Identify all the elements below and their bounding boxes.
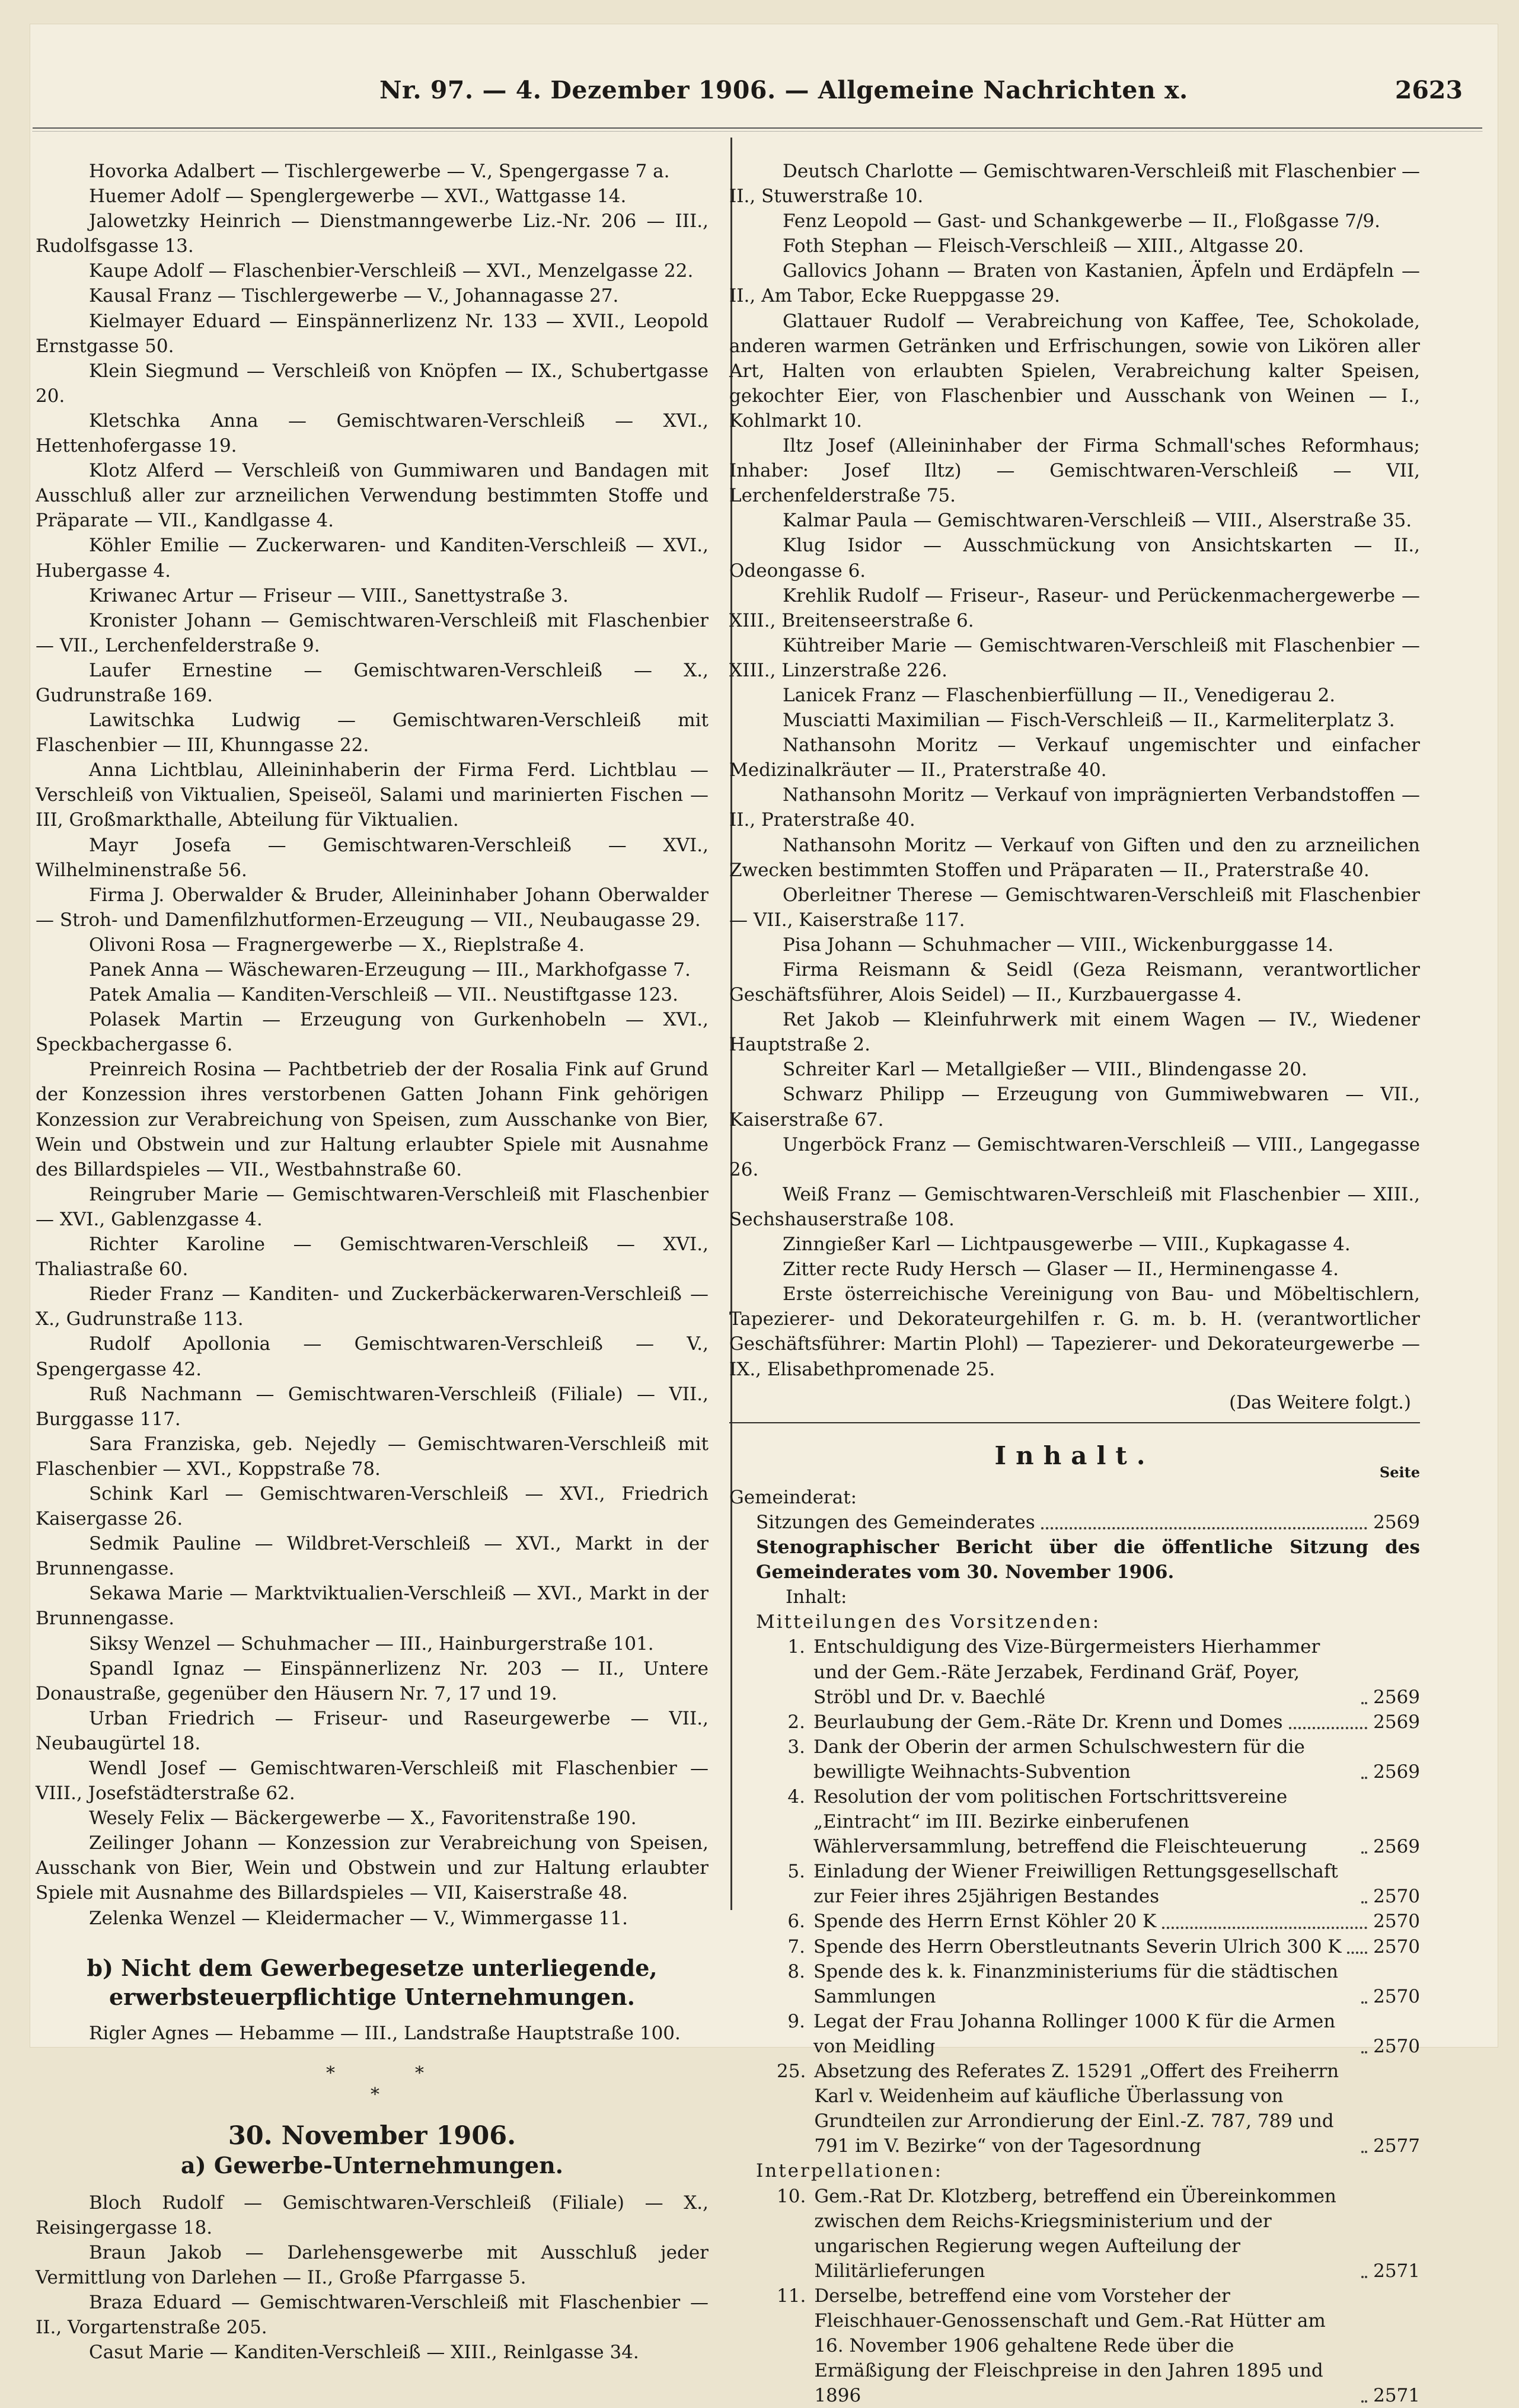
toc-mitteilungen-label: Mitteilungen des Vorsitzenden: [729,1609,1420,1634]
entry-list-right [729,159,1420,1382]
toc-item-page: 2577 [1373,2134,1420,2158]
list-item: Foth Stephan — Fleisch-Verschleiß — XIII., Altgasse 20. [729,234,1420,258]
toc-seite-label: Seite [729,1460,1420,1485]
toc-item [729,1909,1420,1934]
list-item: Braun Jakob — Darlehensgewerbe mit Ausschluß jeder Vermittlung von Darlehen — II., Große Pfarrgasse 5. [36,2240,709,2290]
toc-item-page: 2570 [1373,1909,1420,1934]
list-item: Klotz Alferd — Verschleiß von Gummiwaren und Bandagen mit Ausschluß aller zur arzneilichen Verwendung bestimmten Stoffe und Präparate — VII., Kandlgasse 4. [36,458,709,533]
list-item: Rigler Agnes — Hebamme — III., Landstraße Hauptstraße 100. [36,2021,709,2046]
toc-item-page: 2570 [1373,1934,1420,1959]
leader-dots [1361,2051,1367,2053]
list-item: Firma J. Oberwalder & Bruder, Alleininhaber Johann Oberwalder — Stroh- und Damenfilzhutformen-Erzeugung — VII., Neubaugasse 29. [36,883,709,932]
toc-item-text: Spende des Herrn Oberstleutnants Severin Ulrich 300 K [813,1934,1341,1959]
toc-item-number: 7. [777,1934,813,1959]
toc-item-page: 2569 [1373,1834,1420,1859]
leader-dots [1361,2001,1367,2004]
list-item: Olivoni Rosa — Fragnergewerbe — X., Rieplstraße 4. [36,932,709,957]
list-item: Oberleitner Therese — Gemischtwaren-Verschleiß mit Flaschenbier — VII., Kaiserstraße 117. [729,883,1420,932]
list-item: Klug Isidor — Ausschmückung von Ansichtskarten — II., Odeongasse 6. [729,533,1420,583]
right-column [729,159,1420,2408]
list-item: Kronister Johann — Gemischtwaren-Verschleiß mit Flaschenbier — VII., Lerchenfelderstraße 9. [36,608,709,658]
list-item: Richter Karoline — Gemischtwaren-Verschleiß — XVI., Thaliastraße 60. [36,1232,709,1282]
list-item: Ret Jakob — Kleinfuhrwerk mit einem Wagen — IV., Wiedener Hauptstraße 2. [729,1007,1420,1057]
star: * [415,2061,424,2086]
list-item: Krehlik Rudolf — Friseur-, Raseur- und Perückenmachergewerbe — XIII., Breitenseerstraße 6. [729,583,1420,633]
toc-mitteilungen-list [729,1634,1420,2158]
toc-item [729,2284,1420,2408]
toc-item-text: Entschuldigung des Vize-Bürgermeisters Hierhammer und der Gem.-Räte Jerzabek, Ferdinand Gräf, Poyer, Ströbl und Dr. v. Baechlé [813,1634,1355,1709]
toc-item-number: 5. [777,1859,813,1909]
list-item: Schreiter Karl — Metallgießer — VIII., Blindengasse 20. [729,1057,1420,1082]
header-rule [33,127,1482,132]
toc-item-number: 9. [777,2009,813,2059]
toc-item-number: 10. [777,2184,814,2284]
toc-item-text: Absetzung des Referates Z. 15291 „Offert des Freiherrn Karl v. Weidenheim auf käufliche Überlassung von Grundteilen zur Arrondierung der Einl.-Z. 787, 789 und 791 im V. Bezirke“ von der Tagesordnung [814,2059,1355,2158]
list-item: Sedmik Pauline — Wildbret-Verschleiß — XVI., Markt in der Brunnengasse. [36,1531,709,1581]
list-item: Sekawa Marie — Marktviktualien-Verschleiß — XVI., Markt in der Brunnengasse. [36,1581,709,1631]
toc-item [729,2059,1420,2158]
toc-item-text: Legat der Frau Johanna Rollinger 1000 K für die Armen von Meidling [813,2009,1355,2059]
leader-dots [1361,2151,1367,2153]
toc-item [729,1634,1420,1709]
list-item: Ruß Nachmann — Gemischtwaren-Verschleiß (Filiale) — VII., Burggasse 117. [36,1382,709,1432]
toc-item-page: 2570 [1373,2034,1420,2059]
list-item: Reingruber Marie — Gemischtwaren-Verschleiß mit Flaschenbier — XVI., Gablenzgasse 4. [36,1182,709,1232]
list-item: Anna Lichtblau, Alleininhaberin der Firma Ferd. Lichtblau — Verschleiß von Viktualien, Speiseöl, Salami und marinierten Fischen — III, Großmarkthalle, Abteilung für Viktualien. [36,758,709,832]
toc-item-number: 11. [777,2284,814,2408]
list-item: Weiß Franz — Gemischtwaren-Verschleiß mit Flaschenbier — XIII., Sechshauserstraße 108. [729,1182,1420,1232]
leader-dots [1361,1777,1367,1779]
list-item: Sara Franziska, geb. Nejedly — Gemischtwaren-Verschleiß mit Flaschenbier — XVI., Koppstraße 78. [36,1432,709,1481]
toc-interpellationen-list [729,2184,1420,2408]
table-of-contents [729,1443,1420,2408]
list-item: Braza Eduard — Gemischtwaren-Verschleiß mit Flaschenbier — II., Vorgartenstraße 205. [36,2290,709,2340]
list-item: Nathansohn Moritz — Verkauf von Giften und den zu arzneilichen Zwecken bestimmten Stoffen und Präparaten — II., Praterstraße 40. [729,833,1420,883]
list-item: Zelenka Wenzel — Kleidermacher — V., Wimmergasse 11. [36,1906,709,1931]
toc-item-text: Dank der Oberin der armen Schulschwestern für die bewilligte Weihnachts-Subvention [813,1735,1355,1784]
toc-interpellationen-label: Interpellationen: [729,2158,1420,2183]
leader-dots [1041,1527,1367,1529]
list-item: Kausal Franz — Tischlergewerbe — V., Johannagasse 27. [36,283,709,308]
list-item: Huemer Adolf — Spenglergewerbe — XVI., Wattgasse 14. [36,184,709,209]
list-item: Kalmar Paula — Gemischtwaren-Verschleiß — VIII., Alserstraße 35. [729,508,1420,533]
list-item: Laufer Ernestine — Gemischtwaren-Verschleiß — X., Gudrunstraße 169. [36,658,709,708]
toc-item-page: 2569 [1373,1685,1420,1710]
list-item: Urban Friedrich — Friseur- und Raseurgewerbe — VII., Neubaugürtel 18. [36,1706,709,1756]
toc-item-text: Beurlaubung der Gem.-Räte Dr. Krenn und Domes [813,1710,1283,1735]
list-item: Deutsch Charlotte — Gemischtwaren-Verschleiß mit Flaschenbier — II., Stuwerstraße 10. [729,159,1420,209]
list-item: Schink Karl — Gemischtwaren-Verschleiß — XVI., Friedrich Kaisergasse 26. [36,1481,709,1531]
leader-dots [1162,1927,1367,1929]
toc-item-page: 2570 [1373,1984,1420,2009]
entry-list-top [36,159,709,1931]
list-item: Bloch Rudolf — Gemischtwaren-Verschleiß (Filiale) — X., Reisingergasse 18. [36,2190,709,2240]
list-item: Iltz Josef (Alleininhaber der Firma Schmall'sches Reformhaus; Inhaber: Josef Iltz) — Gemischtwaren-Verschleiß — VII, Lerchenfelderstraße 75. [729,433,1420,508]
list-item: Zinngießer Karl — Lichtpausgewerbe — VIII., Kupkagasse 4. [729,1232,1420,1257]
toc-item-number: 8. [777,1959,813,2009]
leader-dots [1347,1952,1367,1954]
leader-dots [1361,1702,1367,1704]
toc-item [729,1784,1420,1859]
toc-item [729,1959,1420,2009]
toc-text: Sitzungen des Gemeinderates [756,1510,1035,1535]
leader-dots [1361,2276,1367,2278]
leader-dots [1289,1727,1368,1729]
list-item: Kühtreiber Marie — Gemischtwaren-Verschleiß mit Flaschenbier — XIII., Linzerstraße 226. [729,633,1420,683]
list-item: Jalowetzky Heinrich — Dienstmanngewerbe Liz.-Nr. 206 — III., Rudolfsgasse 13. [36,209,709,258]
list-item: Mayr Josefa — Gemischtwaren-Verschleiß — XVI., Wilhelminenstraße 56. [36,833,709,883]
toc-item-text: Spende des Herrn Ernst Köhler 20 K [813,1909,1156,1934]
list-item: Casut Marie — Kanditen-Verschleiß — XIII., Reinlgasse 34. [36,2340,709,2365]
toc-item-number: 1. [777,1634,813,1709]
toc-bericht-title: Stenographischer Bericht über die öffentliche Sitzung des Gemeinderates vom 30. November 1906. [729,1535,1420,1585]
list-item: Klein Siegmund — Verschleiß von Knöpfen — IX., Schubertgasse 20. [36,359,709,408]
list-item: Rieder Franz — Kanditen- und Zuckerbäckerwaren-Verschleiß — X., Gudrunstraße 113. [36,1282,709,1331]
list-item: Nathansohn Moritz — Verkauf von imprägnierten Verbandstoffen — II., Praterstraße 40. [729,783,1420,832]
list-item: Schwarz Philipp — Erzeugung von Gummiwebwaren — VII., Kaiserstraße 67. [729,1082,1420,1132]
list-item: Firma Reismann & Seidl (Geza Reismann, verantwortlicher Geschäftsführer, Alois Seidel) — II., Kurzbauergasse 4. [729,957,1420,1007]
toc-item-number: 6. [777,1909,813,1934]
list-item: Hovorka Adalbert — Tischlergewerbe — V., Spengergasse 7 a. [36,159,709,184]
toc-item [729,2184,1420,2284]
list-item: Lawitschka Ludwig — Gemischtwaren-Verschleiß mit Flaschenbier — III, Khunngasse 22. [36,708,709,758]
separator-stars [36,2046,709,2099]
section-divider [729,1422,1420,1423]
toc-item [729,1859,1420,1909]
list-item: Panek Anna — Wäschewaren-Erzeugung — III., Markhofgasse 7. [36,957,709,982]
entry-list-section-b [36,2021,709,2046]
list-item: Kielmayer Eduard — Einspännerlizenz Nr. 133 — XVII., Leopold Ernstgasse 50. [36,309,709,359]
list-item: Fenz Leopold — Gast- und Schankgewerbe — II., Floßgasse 7/9. [729,209,1420,234]
leader-dots [1361,1901,1367,1904]
toc-item-text: Spende des k. k. Finanzministeriums für die städtischen Sammlungen [813,1959,1355,2009]
toc-item-page: 2570 [1373,1884,1420,1909]
star: * [371,2083,379,2107]
toc-item-number: 25. [777,2059,814,2158]
page-number: 2623 [1395,76,1463,104]
leader-dots [1361,1851,1367,1854]
toc-item-page: 2569 [1373,1710,1420,1735]
list-item: Musciatti Maximilian — Fisch-Verschleiß — II., Karmeliterplatz 3. [729,708,1420,733]
list-item: Zeilinger Johann — Konzession zur Verabreichung von Speisen, Ausschank von Bier, Wein und Obstwein und zur Haltung erlaubter Spiele mit Ausnahme des Billardspieles — VII, Kaiserstraße 48. [36,1831,709,1905]
toc-item-number: 4. [777,1784,813,1859]
list-item: Kletschka Anna — Gemischtwaren-Verschleiß — XVI., Hettenhofergasse 19. [36,408,709,458]
toc-item-number: 2. [777,1710,813,1735]
toc-item-number: 3. [777,1735,813,1784]
list-item: Zitter recte Rudy Hersch — Glaser — II., Herminengasse 4. [729,1257,1420,1282]
header-title: Nr. 97. — 4. Dezember 1906. — Allgemeine Nachrichten x. [379,76,1188,104]
list-item: Preinreich Rosina — Pachtbetrieb der der Rosalia Fink auf Grund der Konzession ihres verstorbenen Gatten Johann Fink gehörigen Konzession zur Verabreichung von Speisen, zum Ausschanke von Bier, Wein und Obstwein und zur Haltung erlaubter Spiele mit Ausnahme des Billardspieles — VII., Westbahnstraße 60. [36,1057,709,1181]
toc-gemeinderat-label: Gemeinderat: [729,1485,1420,1510]
list-item: Ungerböck Franz — Gemischtwaren-Verschleiß — VIII., Langegasse 26. [729,1132,1420,1182]
leader-dots [1361,2400,1367,2403]
list-item: Erste österreichische Vereinigung von Bau- und Möbeltischlern, Tapezierer- und Dekorateurgehilfen r. G. m. b. H. (verantwortlicher Geschäftsführer: Martin Plohl) — Tapezierer- und Dekorateurgewerbe — IX., Elisabethpromenade 25. [729,1282,1420,1381]
list-item: Gallovics Johann — Braten von Kastanien, Äpfeln und Erdäpfeln — II., Am Tabor, Ecke Rueppgasse 29. [729,258,1420,308]
list-item: Patek Amalia — Kanditen-Verschleiß — VII.. Neustiftgasse 123. [36,982,709,1007]
list-item: Kaupe Adolf — Flaschenbier-Verschleiß — XVI., Menzelgasse 22. [36,258,709,283]
running-header [0,76,1519,111]
list-item: Polasek Martin — Erzeugung von Gurkenhobeln — XVI., Speckbachergasse 6. [36,1007,709,1057]
continued-note: (Das Weitere folgt.) [729,1390,1420,1415]
toc-item-text: Einladung der Wiener Freiwilligen Rettungsgesellschaft zur Feier ihres 25jährigen Bestandes [813,1859,1355,1909]
section-b-heading: b) Nicht dem Gewerbegesetze unterliegende, erwerbsteuerpflichtige Unternehmungen. [36,1953,709,2011]
list-item: Siksy Wenzel — Schuhmacher — III., Hainburgerstraße 101. [36,1631,709,1656]
list-item: Köhler Emilie — Zuckerwaren- und Kanditen-Verschleiß — XVI., Hubergasse 4. [36,533,709,583]
toc-item-text: Resolution der vom politischen Fortschrittsvereine „Eintracht“ im III. Bezirke einberufenen Wählerversammlung, betreffend die Fleischteuerung [813,1784,1355,1859]
toc-item [729,1710,1420,1735]
toc-inhalt-label: Inhalt: [729,1585,1420,1609]
toc-item [729,1735,1420,1784]
list-item: Spandl Ignaz — Einspännerlizenz Nr. 203 — II., Untere Donaustraße, gegenüber den Häusern Nr. 7, 17 und 19. [36,1656,709,1706]
left-column [36,159,709,2365]
toc-item-page: 2571 [1373,2259,1420,2284]
toc-item-page: 2569 [1373,1759,1420,1784]
entry-list-bottom [36,2190,709,2365]
list-item: Wendl Josef — Gemischtwaren-Verschleiß mit Flaschenbier — VIII., Josefstädterstraße 62. [36,1756,709,1806]
list-item: Rudolf Apollonia — Gemischtwaren-Verschleiß — V., Spengergasse 42. [36,1331,709,1381]
list-item: Nathansohn Moritz — Verkauf ungemischter und einfacher Medizinalkräuter — II., Praterstraße 40. [729,733,1420,783]
date-heading: 30. November 1906. [36,2122,709,2151]
list-item: Lanicek Franz — Flaschenbierfüllung — II., Venedigerau 2. [729,683,1420,708]
toc-item-page: 2571 [1373,2383,1420,2408]
toc-line [729,1510,1420,1535]
list-item: Wesely Felix — Bäckergewerbe — X., Favoritenstraße 190. [36,1806,709,1831]
list-item: Glattauer Rudolf — Verabreichung von Kaffee, Tee, Schokolade, anderen warmen Getränken und Erfrischungen, sowie von Likören aller Art, Halten von erlaubten Spielen, Verabreichung kalter Speisen, gekochter Eier, von Flaschenbier und Ausschank von Weinen — I., Kohlmarkt 10. [729,309,1420,433]
toc-heading: Inhalt. [729,1443,1420,1468]
star: * [326,2061,335,2086]
toc-item-text: Gem.-Rat Dr. Klotzberg, betreffend ein Übereinkommen zwischen dem Reichs-Kriegsministerium und der ungarischen Regierung wegen Aufteilung der Militärlieferungen [814,2184,1355,2284]
toc-item [729,2009,1420,2059]
toc-item [729,1934,1420,1959]
toc-item-text: Derselbe, betreffend eine vom Vorsteher der Fleischhauer-Genossenschaft und Gem.-Rat Hütter am 16. November 1906 gehaltene Rede über die Ermäßigung der Fleischpreise in den Jahren 1895 und 1896 [814,2284,1355,2408]
list-item: Kriwanec Artur — Friseur — VIII., Sanettystraße 3. [36,583,709,608]
section-a-heading: a) Gewerbe-Unternehmungen. [36,2151,709,2180]
toc-page: 2569 [1373,1510,1420,1535]
list-item: Pisa Johann — Schuhmacher — VIII., Wickenburggasse 14. [729,932,1420,957]
